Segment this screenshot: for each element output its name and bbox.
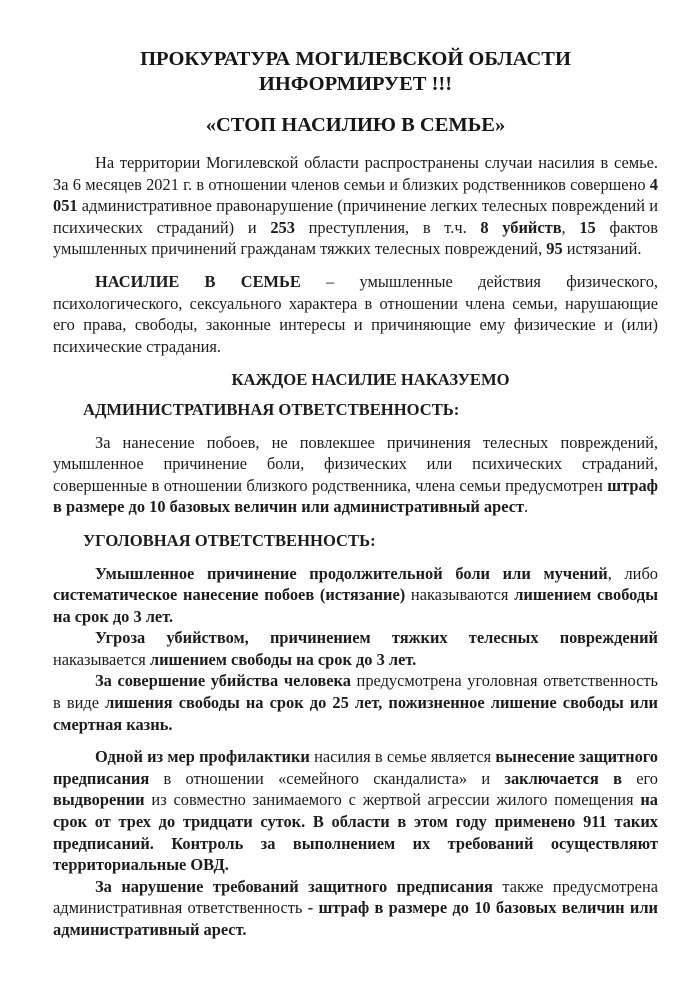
heading-punishable: КАЖДОЕ НАСИЛИЕ НАКАЗУЕМО: [231, 370, 510, 390]
bold-text: систематическое нанесение побоев (истязание): [53, 585, 406, 605]
intro-paragraph: [53, 152, 658, 260]
stat-crimes: 253: [270, 217, 295, 237]
bold-text: выдворении: [53, 790, 145, 810]
definition-text: – умышленные действия физического, психологического, сексуального характера в отношении члена семьи, нарушающие его права, свободы, законные интересы и причиняющие ему физические и (или) психические страдания.: [53, 271, 658, 356]
text: в отношении «семейного скандалиста» и: [149, 768, 505, 788]
text: , либо: [607, 563, 658, 583]
text: насилия в семье является: [309, 747, 496, 767]
stat-murders: 8 убийств: [480, 217, 562, 237]
stat-admin-offenses: 4 051: [53, 174, 658, 216]
document-title: [53, 47, 658, 97]
bold-text: заключается в: [504, 768, 622, 788]
bold-text: Угроза убийством, причинением тяжких телесных повреждений: [95, 628, 658, 648]
text: наказывается: [53, 649, 150, 669]
bold-text: - штраф в размере до 10 базовых величин или административный арест.: [53, 898, 658, 939]
bold-text: лишением свободы на срок до 3 лет.: [149, 649, 417, 669]
title-line-1: ПРОКУРАТУРА МОГИЛЕВСКОЙ ОБЛАСТИ: [140, 48, 571, 70]
bold-text: За совершение убийства человека: [95, 671, 351, 691]
document-subtitle: «СТОП НАСИЛИЮ В СЕМЬЕ»: [205, 114, 506, 136]
bold-text: на срок от трех до тридцати суток. В области в этом году применено 911 таких предписаний. Контроль за выполнением их требований осуществляют территориальные ОВД.: [53, 790, 658, 875]
bold-text: лишением свободы на срок до 3 лет.: [53, 585, 658, 626]
text: На территории Могилевской области распространены случаи насилия в семье. За 6 месяцев 2021 г. в отношении членов семьи и близких родственников совершено: [53, 153, 658, 194]
text: преступления, в т.ч.: [294, 217, 481, 237]
text: также предусмотрена административная ответственность: [53, 876, 658, 918]
text: ,: [561, 217, 580, 237]
text: предусмотрена уголовная ответственность в виде: [53, 671, 658, 713]
text: наказываются: [405, 585, 515, 605]
text: истязаний.: [562, 239, 642, 259]
definition-paragraph: [53, 271, 658, 357]
heading-admin-liability: АДМИНИСТРАТИВНАЯ ОТВЕТСТВЕННОСТЬ:: [83, 399, 460, 419]
document-page: [53, 47, 658, 941]
criminal-paragraph-torture: [53, 563, 658, 628]
bold-text: лишения свободы на срок до 25 лет, пожизненное лишение свободы или смертная казнь.: [53, 693, 658, 734]
stat-torture: 95: [546, 239, 563, 259]
text: административное правонарушение (причинение легких телесных повреждений и психических страданий) и: [53, 196, 658, 237]
text: За нанесение побоев, не повлекшее причинения телесных повреждений, умышленное причинение боли, физических или психических страданий, совершенные в отношении близкого родственника, члена семьи предусмотрен: [53, 432, 658, 495]
criminal-paragraph-murder: [53, 670, 658, 735]
stat-grievous-harm: 15: [579, 217, 596, 237]
bold-text: За нарушение требований защитного предписания: [95, 876, 493, 896]
prevention-paragraph: [53, 746, 658, 876]
title-line-2: ИНФОРМИРУЕТ !!!: [258, 73, 453, 95]
text: фактов умышленных причинений гражданам тяжких телесных повреждений,: [53, 217, 658, 259]
violation-paragraph: [53, 876, 658, 941]
bold-text: Умышленное причинение продолжительной боли или мучений: [95, 563, 608, 583]
bold-text: вынесение защитного предписания: [53, 747, 658, 788]
text: его: [621, 768, 658, 788]
bold-text: Одной из мер профилактики: [95, 747, 310, 767]
text: из совместно занимаемого с жертвой агрессии жилого помещения: [144, 790, 641, 810]
text: .: [524, 497, 529, 517]
criminal-paragraph-threat: [53, 627, 658, 670]
admin-penalty: штраф в размере до 10 базовых величин или административный арест: [53, 475, 658, 517]
heading-criminal-liability: УГОЛОВНАЯ ОТВЕТСТВЕННОСТЬ:: [83, 530, 376, 550]
definition-term: НАСИЛИЕ В СЕМЬЕ: [95, 271, 301, 291]
admin-liability-paragraph: [53, 432, 658, 518]
